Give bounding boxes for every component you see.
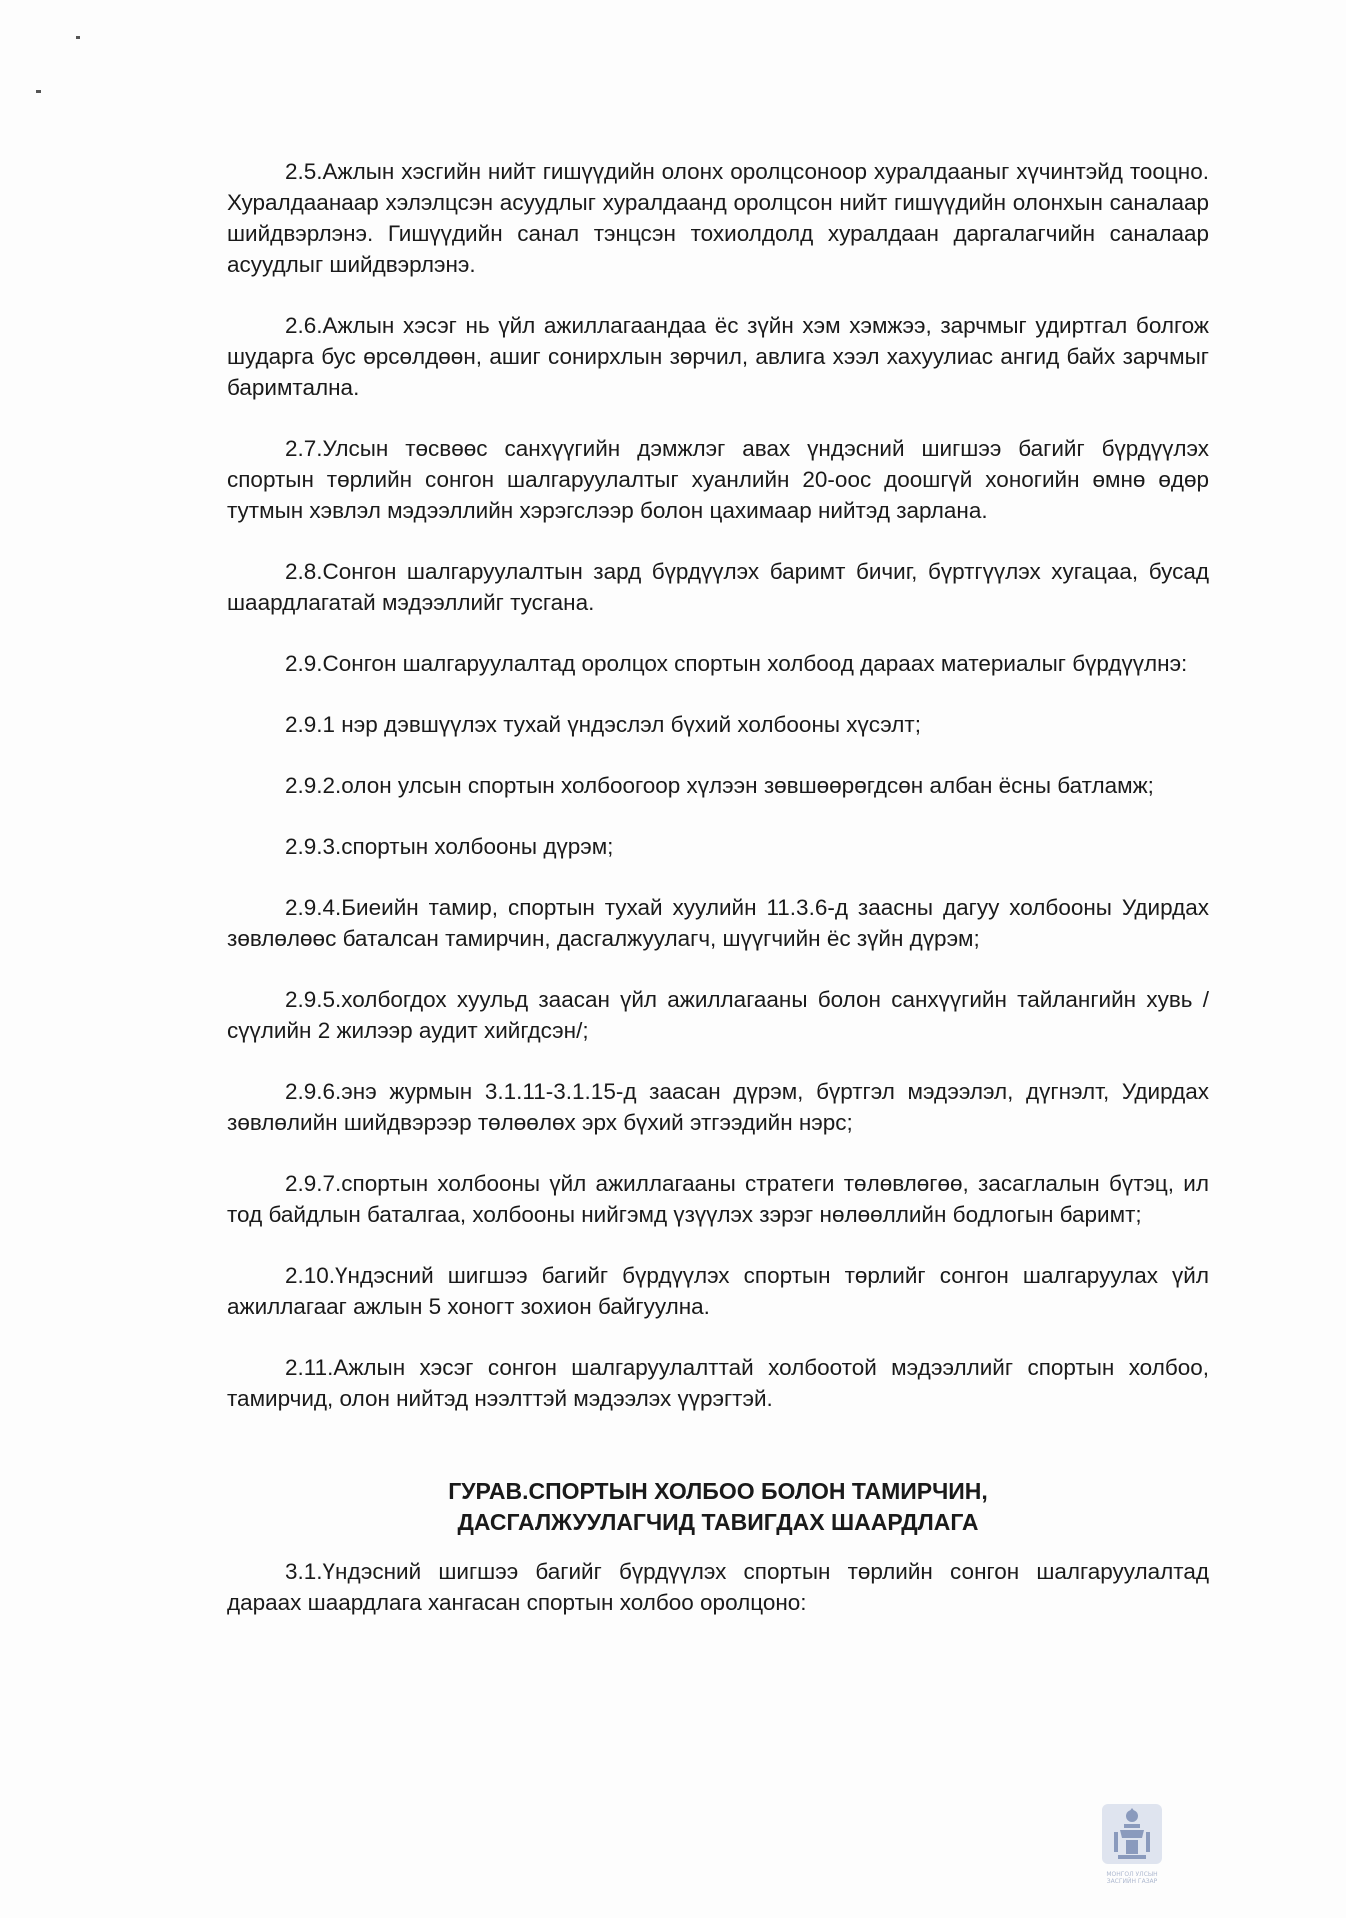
paragraph-2-6: 2.6.Ажлын хэсэг нь үйл ажиллагаандаа ёс зүйн хэм хэмжээ, зарчмыг удиртгал болгож шударга бус өрсөлдөөн, ашиг сонирхлын зөрчил, авлига хээл хахуулиас ангид байх зарчмыг баримтална. xyxy=(227,313,1209,400)
paragraph-2-8: 2.8.Сонгон шалгаруулалтын зард бүрдүүлэх баримт бичиг, бүртгүүлэх хугацаа, бусад шаардлагатай мэдээллийг тусгана. xyxy=(227,559,1209,615)
paragraph-2-9-7: 2.9.7.спортын холбооны үйл ажиллагааны стратеги төлөвлөгөө, засаглалын бүтэц, ил тод байдлын баталгаа, холбооны нийгэмд үзүүлэх зэрэг нөлөөллийн бодлогын баримт; xyxy=(227,1171,1209,1227)
state-emblem xyxy=(1094,1802,1170,1894)
section-heading-line-1: ГУРАВ.СПОРТЫН ХОЛБОО БОЛОН ТАМИРЧИН, xyxy=(448,1478,988,1504)
scan-mark xyxy=(76,36,80,39)
paragraph-2-9-1: 2.9.1 нэр дэвшүүлэх тухай үндэслэл бүхий холбооны хүсэлт; xyxy=(285,712,921,737)
document-body xyxy=(227,156,1209,1618)
paragraph-2-7: 2.7.Улсын төсвөөс санхүүгийн дэмжлэг авах үндэсний шигшээ багийг бүрдүүлэх спортын төрлийн сонгон шалгаруулалтыг хуанлийн 20-оос доошгүй хоногийн өмнө өдөр тутмын хэвлэл мэдээллийн хэрэгслээр болон цахимаар нийтэд зарлана. xyxy=(227,436,1209,523)
paragraph-2-10: 2.10.Үндэсний шигшээ багийг бүрдүүлэх спортын төрлийг сонгон шалгаруулах үйл ажиллагааг ажлын 5 хоногт зохион байгуулна. xyxy=(227,1263,1209,1319)
paragraph-2-11: 2.11.Ажлын хэсэг сонгон шалгаруулалттай холбоотой мэдээллийг спортын холбоо, тамирчид, олон нийтэд нээлттэй мэдээлэх үүрэгтэй. xyxy=(227,1355,1209,1411)
section-heading-line-2: ДАСГАЛЖУУЛАГЧИД ТАВИГДАХ ШААРДЛАГА xyxy=(457,1509,979,1535)
paragraph-2-5: 2.5.Ажлын хэсгийн нийт гишүүдийн олонх оролцсоноор хуралдааныг хүчинтэйд тооцно. Хуралдаанаар хэлэлцсэн асуудлыг хуралдаанд оролцсон нийт гишүүдийн олонхын саналаар шийдвэрлэнэ. Гишүүдийн санал тэнцсэн тохиолдолд хуралдаан даргалагчийн саналаар асуудлыг шийдвэрлэнэ. xyxy=(227,159,1209,277)
paragraph-2-9-3: 2.9.3.спортын холбооны дүрэм; xyxy=(285,834,614,859)
state-emblem-icon xyxy=(1094,1802,1170,1866)
emblem-label-line-1: МОНГОЛ УЛСЫН xyxy=(1106,1871,1158,1878)
scan-mark xyxy=(36,90,41,93)
paragraph-2-9-2: 2.9.2.олон улсын спортын холбоогоор хүлээн зөвшөөрөгдсөн албан ёсны батламж; xyxy=(285,773,1154,798)
paragraph-2-9: 2.9.Сонгон шалгаруулалтад оролцох спортын холбоод дараах материалыг бүрдүүлнэ: xyxy=(285,651,1188,676)
paragraph-2-9-6: 2.9.6.энэ журмын 3.1.11-3.1.15-д заасан дүрэм, бүртгэл мэдээлэл, дүгнэлт, Удирдах зөвлөлийн шийдвэрээр төлөөлөх эрх бүхий этгээдийн нэрс; xyxy=(227,1079,1209,1135)
paragraph-3-1: 3.1.Үндэсний шигшээ багийг бүрдүүлэх спортын төрлийн сонгон шалгаруулалтад дараах шаардлага хангасан спортын холбоо оролцоно: xyxy=(227,1559,1209,1615)
paragraph-2-9-4: 2.9.4.Биеийн тамир, спортын тухай хуулийн 11.3.6-д заасны дагуу холбооны Удирдах зөвлөлөөс баталсан тамирчин, дасгалжуулагч, шүүгчийн ёс зүйн дүрэм; xyxy=(227,895,1209,951)
paragraph-2-9-5: 2.9.5.холбогдох хуульд заасан үйл ажиллагааны болон санхүүгийн тайлангийн хувь /сүүлийн 2 жилээр аудит хийгдсэн/; xyxy=(227,987,1209,1043)
emblem-label-line-2: ЗАСГИЙН ГАЗАР xyxy=(1106,1878,1158,1885)
